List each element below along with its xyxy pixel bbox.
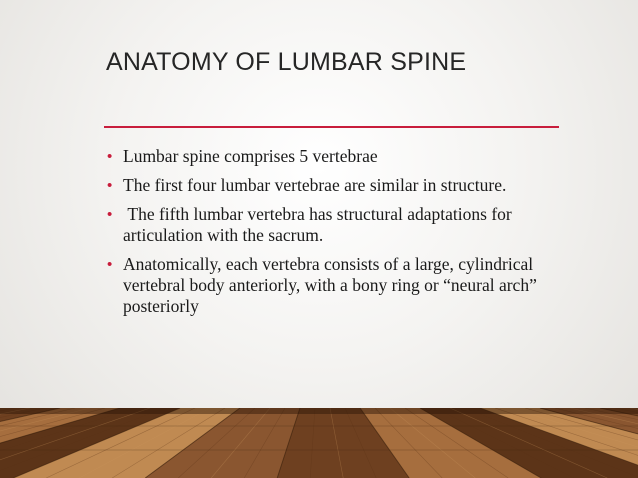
bullet-text: The first four lumbar vertebrae are similar in structure. bbox=[123, 175, 507, 195]
bullet-icon: • bbox=[107, 206, 113, 223]
bullet-text: Lumbar spine comprises 5 vertebrae bbox=[123, 146, 378, 166]
title-underline bbox=[104, 126, 559, 128]
wood-floor-graphic bbox=[0, 408, 638, 478]
bullet-icon: • bbox=[107, 177, 113, 194]
bullet-item bbox=[107, 146, 557, 167]
wood-floor-decoration bbox=[0, 408, 638, 478]
bullet-item bbox=[107, 254, 557, 317]
bullet-list bbox=[107, 146, 557, 325]
bullet-text: The fifth lumbar vertebra has structural adaptations for articulation with the sacrum. bbox=[123, 204, 517, 245]
bullet-item bbox=[107, 175, 557, 196]
slide-title: ANATOMY OF LUMBAR SPINE bbox=[106, 48, 467, 76]
bullet-icon: • bbox=[107, 148, 113, 165]
bullet-item bbox=[107, 204, 557, 246]
bullet-text: Anatomically, each vertebra consists of a large, cylindrical vertebral body anteriorly, with a bony ring or “neural arch” posteriorly bbox=[123, 254, 537, 316]
bullet-icon: • bbox=[107, 256, 113, 273]
floor-edge-shadow bbox=[0, 408, 638, 414]
